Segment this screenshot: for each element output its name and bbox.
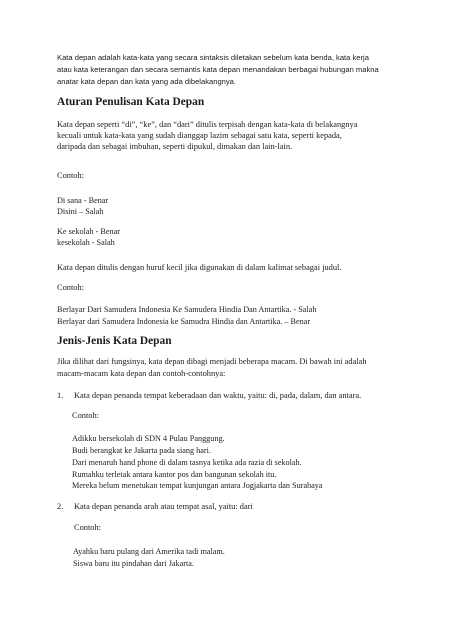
example-line: Budi berangkat ke Jakarta pada siang hari. xyxy=(72,446,211,455)
intro-line-2: atau kata keterangan dan secara semantis kata depan menandakan berbagai hubungan makna xyxy=(57,65,379,74)
section2-para-line-1: Jika dilihat dari fungsinya, kata depan dibagi menjadi beberapa macam. Di bawah ini adalah xyxy=(57,357,367,366)
example-line: Ayahku baru pulang dari Amerika tadi malam. xyxy=(73,547,225,556)
heading-jenis-jenis: Jenis-Jenis Kata Depan xyxy=(57,335,172,347)
list-number: 2. xyxy=(57,502,64,511)
list-item-text: Kata depan penanda arah atau tempat asal, yaitu: dari xyxy=(74,502,253,511)
example-line: Di sana - Benar xyxy=(57,196,109,205)
section1-para-line-3: daripada dan sebagai imbuhan, seperti dipukul, dimakan dan lain-lain. xyxy=(57,142,293,151)
example-line: kesekolah - Salah xyxy=(57,238,115,247)
contoh-label: Contoh: xyxy=(74,523,101,532)
example-line: Siswa baru itu pindahan dari Jakarta. xyxy=(73,559,194,568)
example-line: Ke sekolah - Benar xyxy=(57,227,120,236)
list-item-text: Kata depan penanda tempat keberadaan dan waktu, yaitu: di, pada, dalam, dan antara. xyxy=(74,391,362,400)
intro-line-1: Kata depan adalah kata-kata yang secara sintaksis diletakan sebelum kata benda, kata kerja xyxy=(57,53,369,62)
list-number: 1. xyxy=(57,391,64,400)
example-line: Rumahku terletak antara kantor pos dan bangunan sekolah itu. xyxy=(72,470,277,479)
contoh-label: Contoh: xyxy=(72,411,99,420)
intro-line-3: anatar kata depan dan kata yang ada dibelakangnya. xyxy=(57,77,237,86)
example-line: Berlayar dari Samudera Indonesia ke Samudra Hindia dan Antartika. – Benar xyxy=(57,317,311,326)
section1-para-line-2: kecuali untuk kata-kata yang sudah dianggap lazim sebagai satu kata, seperti kepada, xyxy=(57,131,342,140)
section1-para-line-1: Kata depan seperti “di”, “ke”, dan “dari” ditulis terpisah dengan kata-kata di belakangnya xyxy=(57,120,358,129)
contoh-label: Contoh: xyxy=(57,171,84,180)
example-line: Mereka belum menetukan tempat kunjungan antara Jogjakarta dan Surabaya xyxy=(72,481,323,490)
heading-aturan-penulisan: Aturan Penulisan Kata Depan xyxy=(57,96,205,108)
contoh-label: Contoh: xyxy=(57,283,84,292)
example-line: Disini – Salah xyxy=(57,207,104,216)
rule-text: Kata depan ditulis dengan huruf kecil jika digunakan di dalam kalimat sebagai judul. xyxy=(57,263,342,272)
example-line: Adikku bersekolah di SDN 4 Pulau Panggung. xyxy=(72,434,225,443)
section2-para-line-2: macam-macam kata depan dan contoh-contohnya: xyxy=(57,369,226,378)
example-line: Dari menaruh hand phone di dalam tasnya ketika ada razia di sekolah. xyxy=(72,458,302,467)
example-line: Berlayar Dari Samudera Indonesia Ke Samudera Hindia Dan Antartika. - Salah xyxy=(57,305,317,314)
